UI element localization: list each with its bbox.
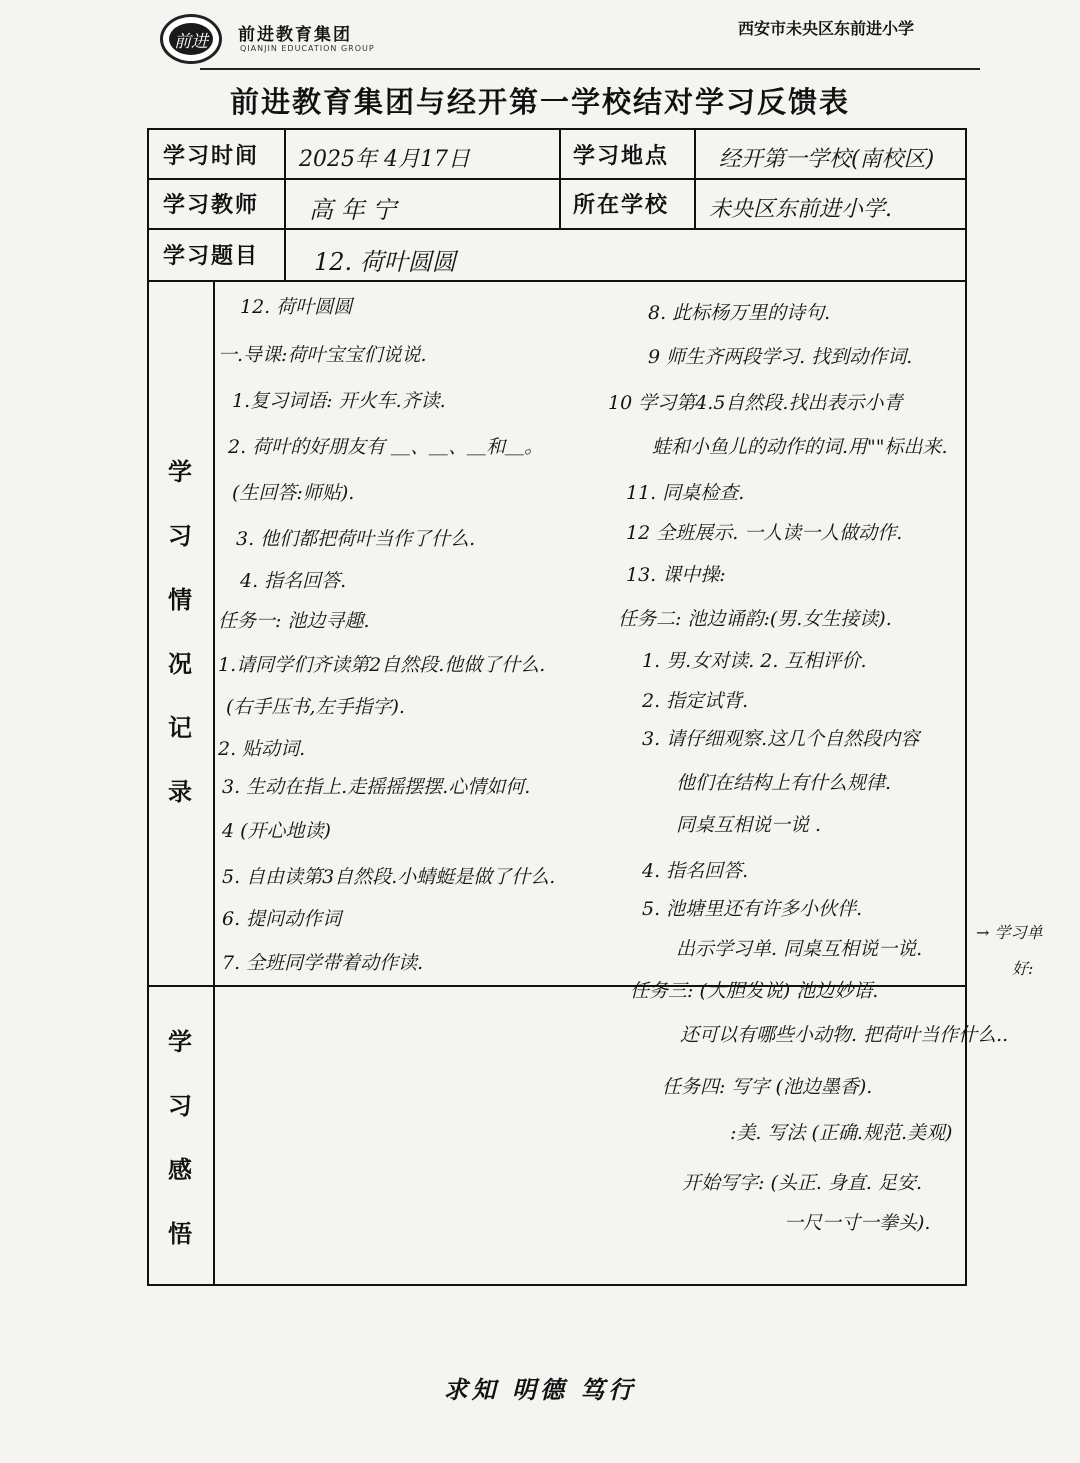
record-left-line: 3. 他们都把荷叶当作了什么. — [236, 528, 476, 550]
insight-line: :美. 写法 (正确.规范.美观) — [730, 1122, 953, 1144]
record-right-line: 5. 池塘里还有许多小伙伴. — [642, 898, 863, 920]
place-value: 经开第一学校(南校区) — [719, 147, 935, 172]
form-title: 前进教育集团与经开第一学校结对学习反馈表 — [229, 85, 850, 119]
record-left-line: 5. 自由读第3自然段.小蜻蜓是做了什么. — [222, 866, 556, 888]
record-label-char: 况 — [168, 650, 192, 678]
insight-line: 任务四: 写字 (池边墨香). — [662, 1076, 873, 1098]
record-label — [149, 440, 211, 824]
time-label: 学习时间 — [163, 144, 260, 169]
record-left-line: 1.复习词语: 开火车.齐读. — [232, 390, 446, 412]
record-label-char: 习 — [168, 522, 192, 550]
group-logo — [160, 14, 222, 64]
record-right-line: 蛙和小鱼儿的动作的词.用""标出来. — [652, 436, 948, 458]
record-label-char: 学 — [168, 458, 192, 486]
record-right-line: 10 学习第4.5自然段.找出表示小青 — [608, 392, 903, 414]
record-left-line: 2. 贴动词. — [218, 738, 306, 760]
record-left-line: 12. 荷叶圆圆 — [240, 296, 353, 318]
insight-label — [149, 1010, 211, 1266]
record-right-line: 13. 课中操: — [626, 564, 726, 586]
record-right-line: 4. 指名回答. — [642, 860, 749, 882]
record-label-char: 情 — [168, 586, 192, 614]
record-right-line: 12 全班展示. 一人读一人做动作. — [626, 522, 903, 544]
place-label: 学习地点 — [573, 144, 670, 169]
teacher-value: 高 年 宁 — [309, 196, 397, 224]
record-left-line: 1.请同学们齐读第2自然段.他做了什么. — [218, 654, 546, 676]
record-right-line: 1. 男.女对读. 2. 互相评价. — [642, 650, 867, 672]
record-right-line: 9 师生齐两段学习. 找到动作词. — [648, 346, 913, 368]
record-left-line: 7. 全班同学带着动作读. — [222, 952, 424, 974]
margin-note: → 学习单 — [976, 923, 1043, 942]
record-right-line: 8. 此标杨万里的诗句. — [648, 302, 831, 324]
record-left-line: 4 (开心地读) — [222, 820, 331, 842]
school-value: 未央区东前进小学. — [709, 197, 892, 222]
insight-line: 一尺一寸一拳头). — [784, 1212, 931, 1234]
insight-label-char: 习 — [168, 1092, 192, 1120]
record-left-line: (生回答:师贴). — [232, 482, 355, 504]
topic-label: 学习题目 — [163, 244, 260, 269]
insight-label-char: 学 — [168, 1028, 192, 1056]
col-divider — [559, 130, 561, 228]
record-right-line: 11. 同桌检查. — [626, 482, 745, 504]
record-right-line: 还可以有哪些小动物. 把荷叶当作什么.. — [680, 1024, 1009, 1046]
record-left-line: (右手压书,左手指字). — [226, 696, 405, 718]
record-left-line: 任务一: 池边寻趣. — [218, 610, 370, 632]
record-right-line: 出示学习单. 同桌互相说一说. — [676, 938, 923, 960]
record-left-line: 2. 荷叶的好朋友有 ＿、＿、＿和＿。 — [228, 436, 544, 458]
record-left-line: 3. 生动在指上.走摇摇摆摆.心情如何. — [222, 776, 531, 798]
time-value: 2025年 4月17日 — [299, 147, 470, 172]
record-right-line: 3. 请仔细观察.这几个自然段内容 — [642, 728, 920, 750]
record-right-line: 他们在结构上有什么规律. — [676, 772, 892, 794]
col-divider — [284, 130, 286, 280]
row-divider — [149, 280, 965, 282]
record-left-line: 4. 指名回答. — [240, 570, 347, 592]
topic-value: 12. 荷叶圆圆 — [314, 248, 456, 276]
record-right-line: 任务三: (大胆发说) 池边妙语. — [630, 980, 879, 1002]
col-divider — [213, 280, 215, 1284]
school-label: 所在学校 — [573, 193, 670, 218]
header-divider — [200, 68, 980, 70]
school-name: 西安市未央区东前进小学 — [738, 19, 915, 38]
org-name: 前进教育集团 — [238, 25, 352, 45]
teacher-label: 学习教师 — [163, 193, 260, 218]
insight-line: 开始写字: (头正. 身直. 足安. — [682, 1172, 923, 1194]
record-label-char: 录 — [168, 778, 192, 806]
margin-note: 好: — [1012, 959, 1034, 978]
row-divider — [149, 228, 965, 230]
logo-emblem: 前进 — [169, 23, 213, 55]
org-name-en: QIANJIN EDUCATION GROUP — [240, 44, 375, 53]
insight-label-char: 悟 — [168, 1220, 192, 1248]
school-motto: 求知 明德 笃行 — [443, 1375, 637, 1404]
record-left-line: 6. 提问动作词 — [222, 908, 342, 930]
record-label-char: 记 — [168, 714, 192, 742]
record-right-line: 任务二: 池边诵韵:(男.女生接读). — [618, 608, 892, 630]
record-left-line: 一.导课:荷叶宝宝们说说. — [218, 344, 427, 366]
row-divider — [149, 178, 965, 180]
record-right-line: 同桌互相说一说 . — [676, 814, 822, 836]
col-divider — [694, 130, 696, 228]
record-right-line: 2. 指定试背. — [642, 690, 749, 712]
insight-label-char: 感 — [168, 1156, 192, 1184]
